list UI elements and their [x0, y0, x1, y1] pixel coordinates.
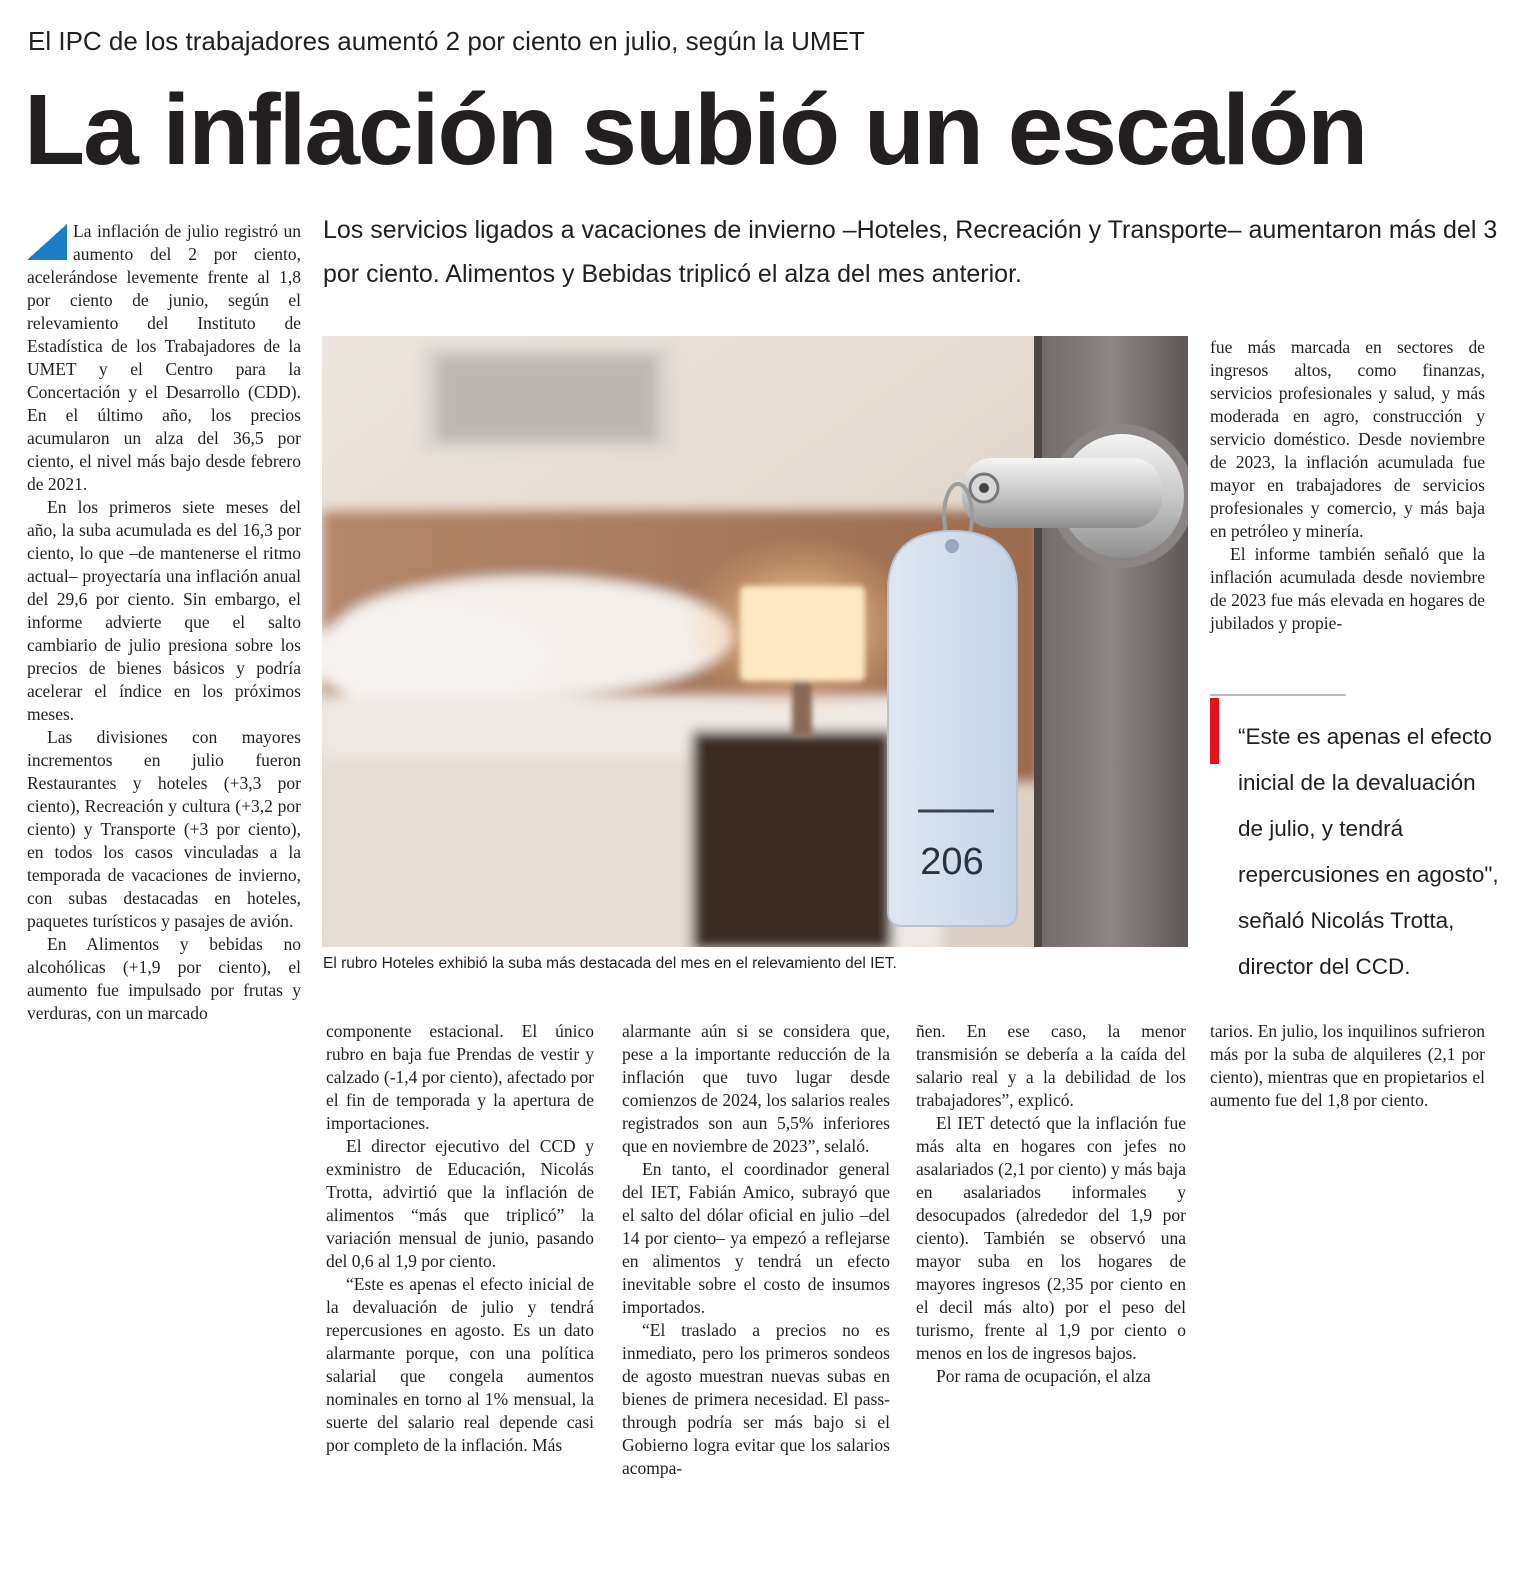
body-paragraph: En los primeros siete meses del año, la suba acumulada es del 16,3 por ciento, lo que –de mantenerse el ritmo actual– proyectaría una inflación anual del 29,6 por ciento. Sin embargo, el informe advierte que el salto cambiario de julio presiona sobre los precios de bienes básicos y podría acelerar el índice en los próximos meses.	[27, 497, 301, 724]
body-paragraph: El IET detectó que la inflación fue más alta en hogares con jefes no asalariados (2,1 por ciento) y más baja en asalariados informales y desocupados (alrededor del 1,9 por ciento). También se observó una mayor suba en los hogares de mayores ingresos (2,35 por ciento en el decil más alto) por el peso del turismo, frente al 1,9 por ciento o menos en los de ingresos bajos.	[916, 1113, 1186, 1363]
body-paragraph: Las divisiones con mayores incrementos en julio fueron Restaurantes y hoteles (+3,3 por ciento), Recreación y cultura (+3,2 por ciento) y Transporte (+3 por ciento), en todos los casos vinculadas a la temporada de vacaciones de invierno, con subas destacadas en hoteles, paquetes turísticos y pasajes de avión.	[27, 727, 301, 931]
body-paragraph: alarmante aún si se considera que, pese a la importante reducción de la inflación que tuvo lugar desde comienzos de 2024, los salarios reales registrados son aun 5,5% inferiores que en noviembre de 2023”, selaló.	[622, 1021, 890, 1156]
article-kicker: El IPC de los trabajadores aumentó 2 por ciento en julio, según la UMET	[28, 26, 865, 56]
body-paragraph: “Este es apenas el efecto inicial de la devaluación de julio y tendrá repercusiones en agosto. Es un dato alarmante porque, con una política salarial que congela aumentos nominales en torno al 1% mensual, la suerte del salario real depende casi por completo de la inflación. Más	[326, 1274, 594, 1455]
body-paragraph: En tanto, el coordinador general del IET, Fabián Amico, subrayó que el salto del dólar oficial en julio –del 14 por ciento– ya empezó a reflejarse en alimentos y tendrá un efecto inevitable sobre el costo de insumos importados.	[622, 1159, 890, 1317]
body-column-5-bottom	[1210, 1020, 1485, 1112]
room-number-206: 206	[920, 841, 984, 883]
drop-triangle-icon	[27, 224, 67, 260]
photo-caption: El rubro Hoteles exhibió la suba más destacada del mes en el relevamiento del IET.	[323, 955, 897, 972]
body-column-5-top	[1210, 336, 1485, 635]
body-column-3	[622, 1020, 890, 1480]
body-paragraph: tarios. En julio, los inquilinos sufrieron más por la suba de alquileres (2,1 por ciento), mientras que en propietarios el aumento fue del 1,8 por ciento.	[1210, 1021, 1485, 1110]
body-column-2	[326, 1020, 594, 1457]
body-column-4	[916, 1020, 1186, 1388]
body-paragraph: fue más marcada en sectores de ingresos altos, como finanzas, servicios profesionales y salud, y más moderada en agro, construcción y servicio doméstico. Desde noviembre de 2023, la inflación acumulada fue mayor en trabajadores de servicios profesionales y comercio, y más baja en petróleo y minería.	[1210, 337, 1485, 541]
pull-quote	[1238, 714, 1528, 990]
body-column-1	[27, 220, 301, 1025]
body-paragraph: Por rama de ocupación, el alza	[936, 1366, 1151, 1386]
body-paragraph: ñen. En ese caso, la menor transmisión se debería a la caída del salario real y a la debilidad de los trabajadores”, explicó.	[916, 1021, 1186, 1110]
pull-quote-line: “Este es apenas el efecto	[1238, 724, 1492, 749]
article-deck: Los servicios ligados a vacaciones de invierno –Hoteles, Recreación y Transporte– aumentaron más del 3 por ciento. Alimentos y Bebidas triplicó el alza del mes anterior.	[323, 216, 1498, 288]
pull-quote-rule	[1210, 694, 1346, 696]
pull-quote-line: de julio, y tendrá	[1238, 816, 1404, 841]
pull-quote-line: señaló Nicolás Trotta,	[1238, 908, 1455, 933]
article-headline: La inflación subió un escalón	[24, 74, 1367, 186]
pull-quote-line: director del CCD.	[1238, 954, 1411, 979]
body-paragraph: El director ejecutivo del CCD y exministro de Educación, Nicolás Trotta, advirtió que la inflación de alimentos “más que triplicó” la variación mensual de junio, pasando del 0,6 al 1,9 por ciento.	[326, 1136, 594, 1271]
pull-quote-line: inicial de la devaluación	[1238, 770, 1476, 795]
body-paragraph: En Alimentos y bebidas no alcohólicas (+1,9 por ciento), el aumento fue impulsado por frutas y verduras, con un marcado	[27, 934, 301, 1023]
pull-quote-accent-bar	[1210, 698, 1219, 764]
body-paragraph: componente estacional. El único rubro en baja fue Prendas de vestir y calzado (-1,4 por ciento), afectado por el fin de temporada y la apertura de importaciones.	[326, 1021, 594, 1133]
body-paragraph: La inflación de julio registró un aumento del 2 por ciento, acelerándose levemente frente al 1,8 por ciento de junio, según el relevamiento del Instituto de Estadística de los Trabajadores de la UMET y el Centro para la Concertación y el Desarrollo (CDD). En el último año, los precios acumularon un alza del 36,5 por ciento, el nivel más bajo desde febrero de 2021.	[27, 221, 301, 494]
body-paragraph: El informe también señaló que la inflación acumulada desde noviembre de 2023 fue más elevada en hogares de jubilados y propie-	[1210, 544, 1485, 633]
pull-quote-line: repercusiones en agosto",	[1238, 862, 1499, 887]
hotel-door-photo	[322, 336, 1188, 947]
body-paragraph: “El traslado a precios no es inmediato, pero los primeros sondeos de agosto muestran nuevas subas en bienes de primera necesidad. El pass-through podría ser más bajo si el Gobierno logra evitar que los salarios acompa-	[622, 1320, 890, 1478]
